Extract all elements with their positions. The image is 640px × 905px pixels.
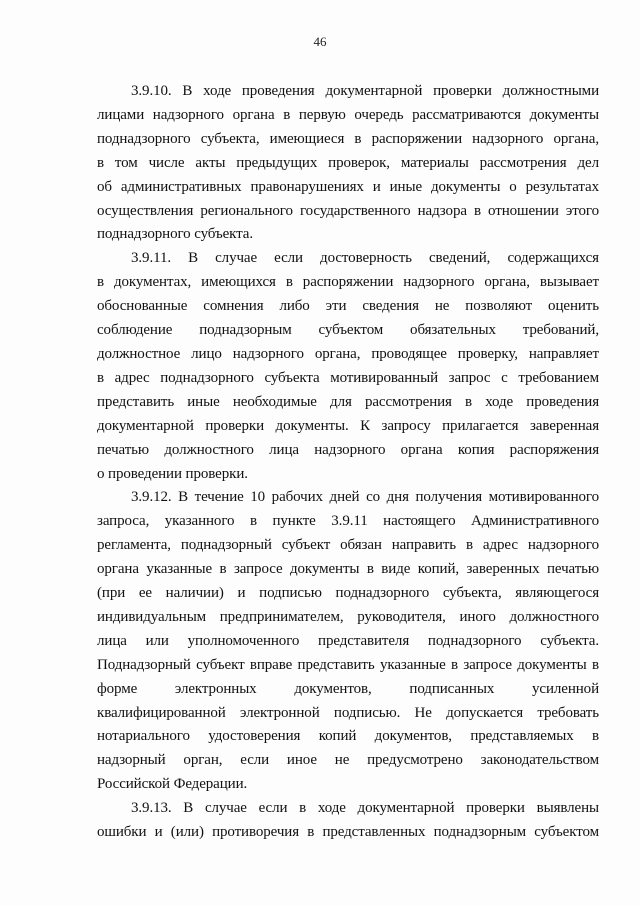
text-line: обоснованные сомнения либо эти сведения не позволяют оценить (97, 298, 599, 315)
paragraph-3-9-12 (97, 486, 599, 797)
text-line: представить иные необходимые для рассмотрения в ходе проведения (97, 393, 599, 410)
paragraph-3-9-13 (97, 797, 599, 845)
text-line: соблюдение поднадзорным субъектом обязательных требований, (97, 322, 599, 339)
text-line: индивидуальным предпринимателем, руководителя, иного должностного (97, 608, 599, 625)
text-line: квалифицированной электронной подписью. Не допускается требовать (97, 704, 599, 721)
text-line: запроса, указанного в пункте 3.9.11 настоящего Административного (97, 513, 599, 530)
text-line: Российской Федерации. (97, 776, 248, 793)
text-line: форме электронных документов, подписанных усиленной (97, 680, 599, 697)
text-line: нотариального удостоверения копий документов, представляемых в (97, 728, 599, 745)
document-body (97, 80, 599, 845)
text-line: Поднадзорный субъект вправе представить указанные в запросе документы в (97, 656, 599, 673)
text-line: 3.9.11. В случае если достоверность сведений, содержащихся (131, 250, 599, 267)
text-line: поднадзорного субъекта, имеющиеся в распоряжении надзорного органа, (97, 130, 599, 147)
text-line: должностное лицо надзорного органа, проводящее проверку, направляет (97, 345, 599, 362)
text-line: надзорный орган, если иное не предусмотрено законодательством (97, 752, 599, 769)
text-line: регламента, поднадзорный субъект обязан направить в адрес надзорного (97, 537, 599, 554)
paragraph-3-9-10 (97, 80, 599, 247)
text-line: лица или уполномоченного представителя поднадзорного субъекта. (97, 632, 599, 649)
text-line: об административных правонарушениях и иные документы о результатах (97, 178, 599, 195)
text-line: в документах, имеющихся в распоряжении надзорного органа, вызывает (97, 274, 599, 291)
text-line: в том числе акты предыдущих проверок, материалы рассмотрения дел (97, 154, 599, 171)
text-line: ошибки и (или) противоречия в представленных поднадзорным субъектом (97, 824, 599, 841)
text-line: осуществления регионального государственного надзора в отношении этого (97, 202, 599, 219)
text-line: 3.9.13. В случае если в ходе документарной проверки выявлены (131, 800, 599, 817)
text-line: поднадзорного субъекта. (97, 226, 253, 243)
text-line: (при ее наличии) и подписью поднадзорного субъекта, являющегося (97, 585, 599, 602)
text-line: 3.9.12. В течение 10 рабочих дней со дня получения мотивированного (131, 489, 599, 506)
paragraph-3-9-11 (97, 247, 599, 486)
text-line: 3.9.10. В ходе проведения документарной проверки должностными (131, 83, 599, 99)
text-line: о проведении проверки. (97, 465, 248, 482)
text-line: лицами надзорного органа в первую очередь рассматриваются документы (97, 106, 599, 123)
text-line: печатью должностного лица надзорного органа копия распоряжения (97, 441, 599, 458)
text-line: органа указанные в запросе документы в виде копий, заверенных печатью (97, 561, 599, 578)
text-line: в адрес поднадзорного субъекта мотивированный запрос с требованием (97, 369, 599, 386)
text-line: документарной проверки документы. К запросу прилагается заверенная (97, 417, 599, 434)
page-number: 46 (313, 34, 327, 49)
